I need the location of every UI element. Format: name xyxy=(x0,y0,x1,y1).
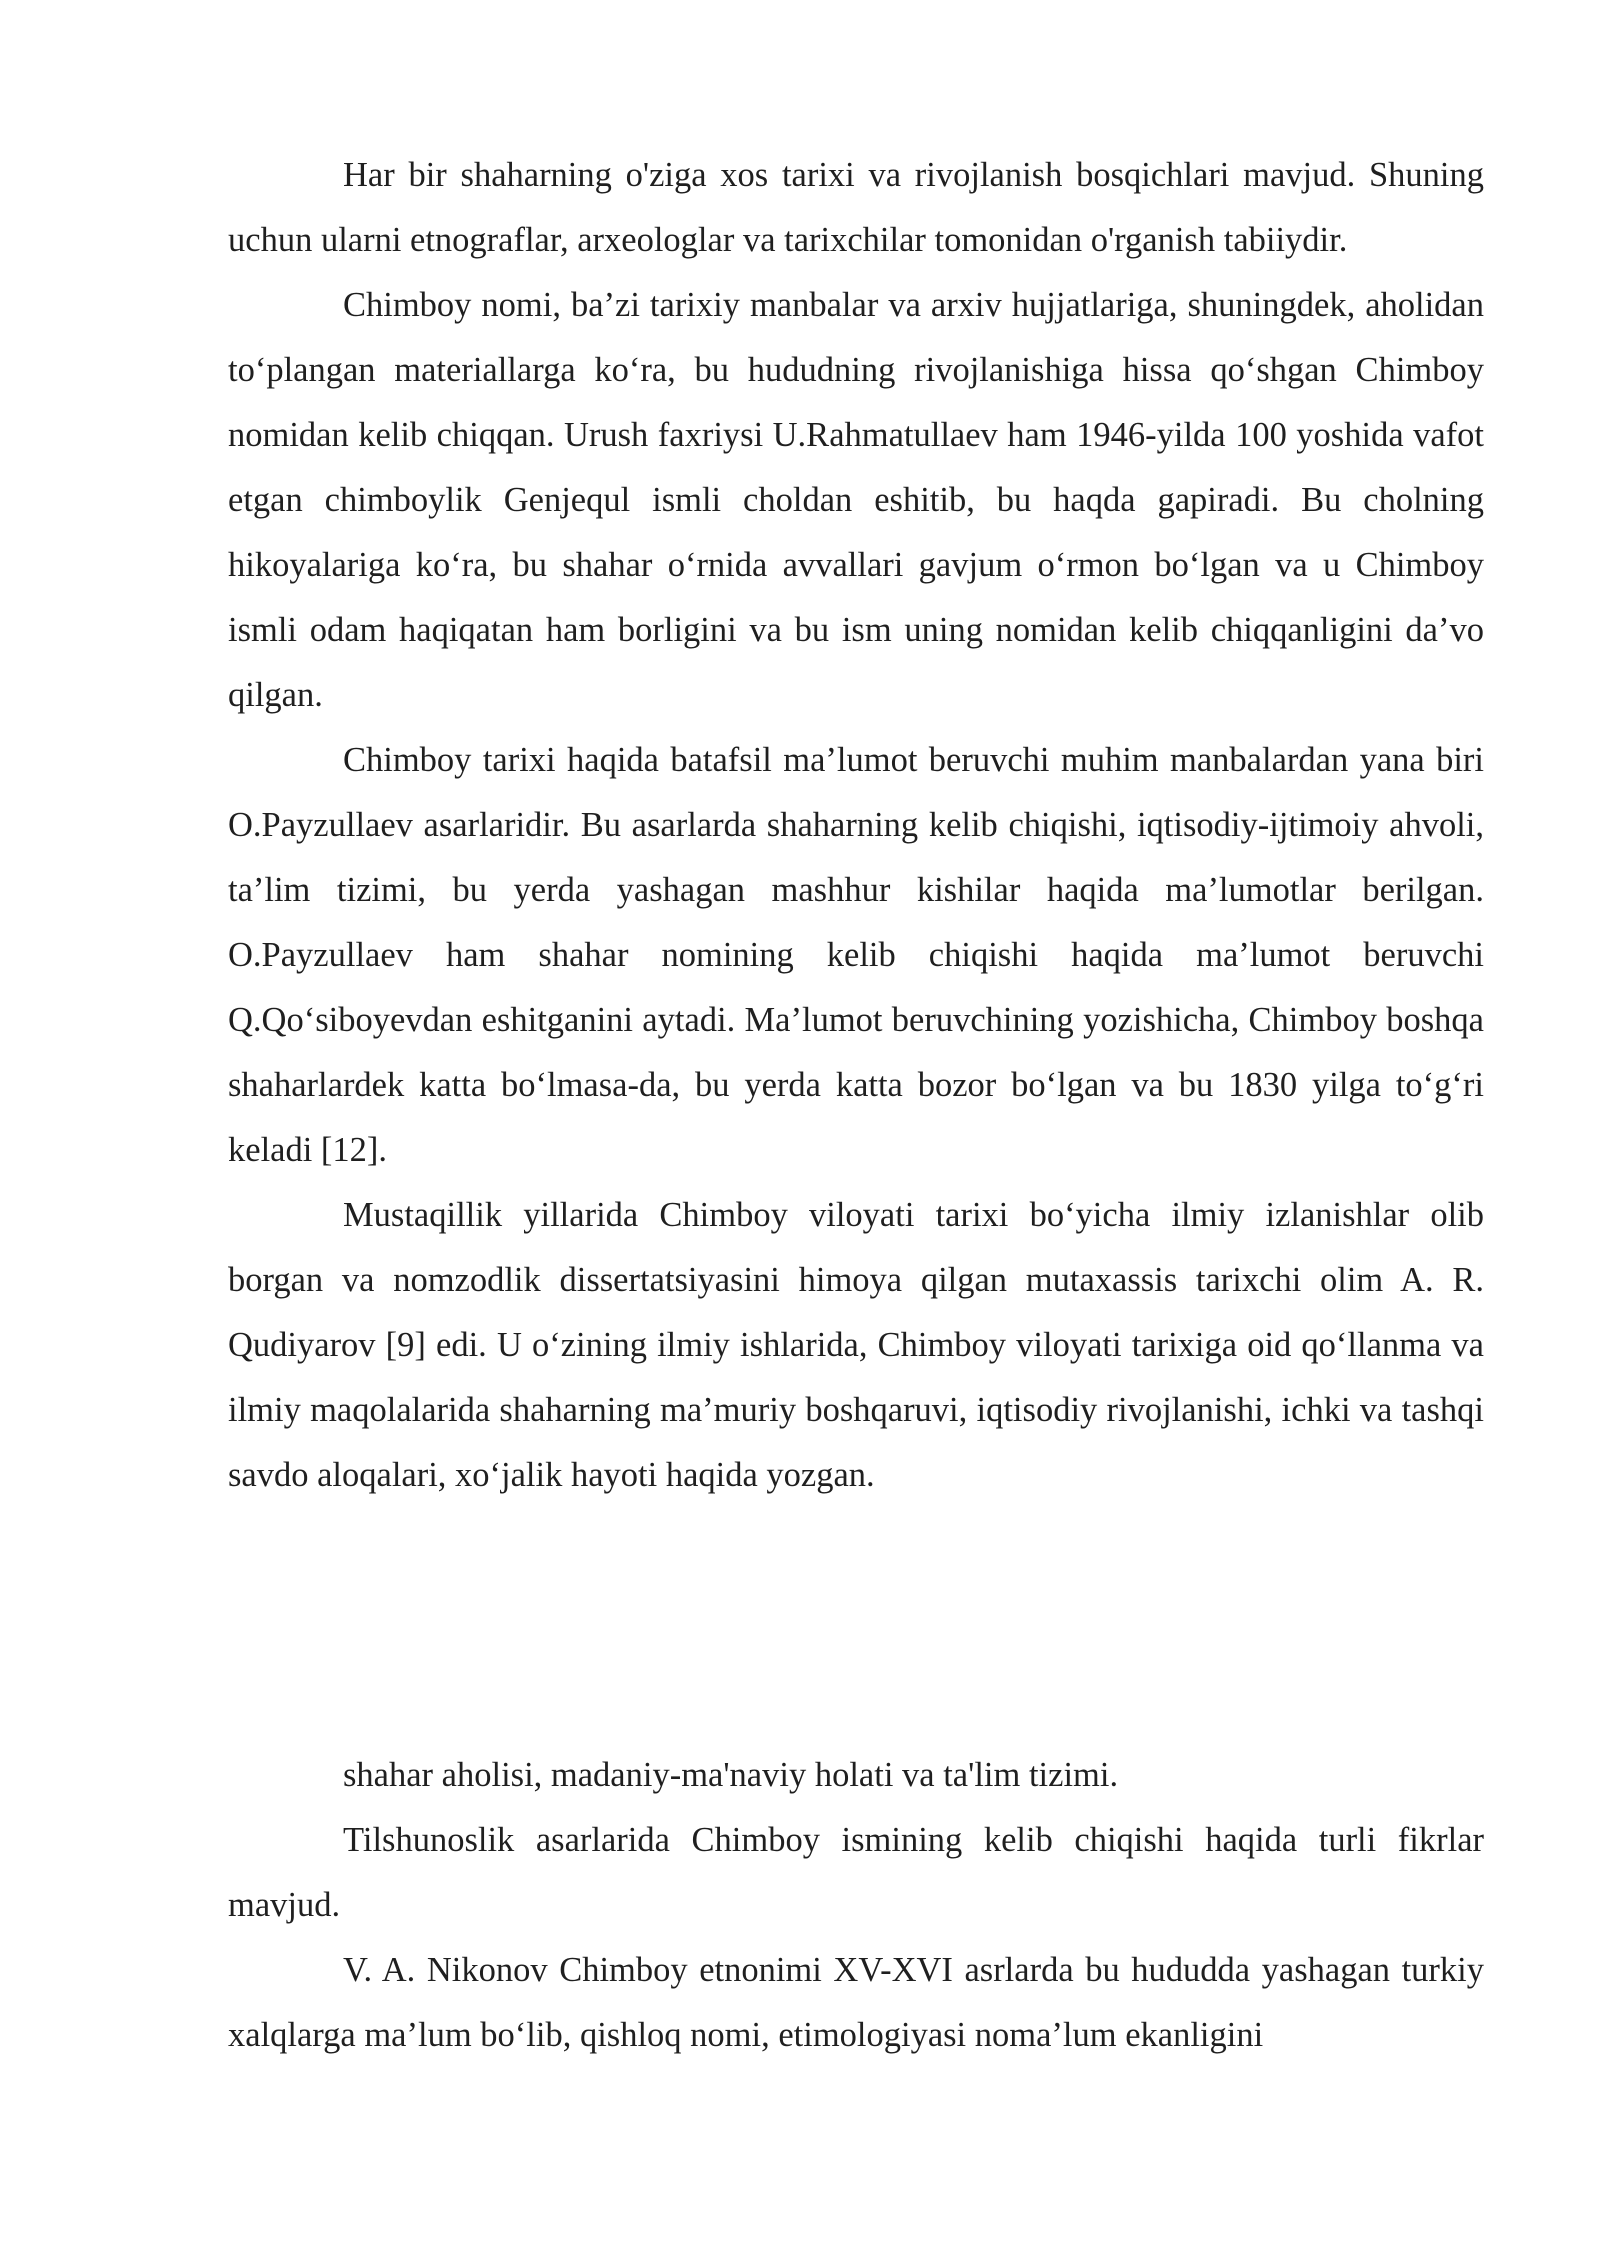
paragraph: shahar aholisi, madaniy-ma'naviy holati va ta'lim tizimi. xyxy=(343,1756,1119,1794)
text-block-top xyxy=(228,143,1484,1508)
text-block-bottom xyxy=(228,1743,1484,2068)
paragraph: Har bir shaharning o'ziga xos tarixi va rivojlanish bosqichlari mavjud. Shuning uchun ularni etnograflar, arxeologlar va tarixchilar tomonidan o'rganish tabiiydir. xyxy=(228,156,1484,259)
paragraph: Chimboy tarixi haqida batafsil ma’lumot beruvchi muhim manbalardan yana biri O.Payzullaev asarlaridir. Bu asarlarda shaharning kelib chiqishi, iqtisodiy-ijtimoiy ahvoli, ta’lim tizimi, bu yerda yashagan mashhur kishilar haqida ma’lumotlar berilgan. O.Payzullaev ham shahar nomining kelib chiqishi haqida ma’lumot beruvchi Q.Qo‘siboyevdan eshitganini aytadi. Ma’lumot beruvchining yozishicha, Chimboy boshqa shaharlardek katta bo‘lmasa-da, bu yerda katta bozor bo‘lgan va bu 1830 yilga to‘g‘ri keladi [12]. xyxy=(228,741,1484,1169)
paragraph: V. A. Nikonov Chimboy etnonimi XV-XVI asrlarda bu hududda yashagan turkiy xalqlarga ma’lum bo‘lib, qishloq nomi, etimologiyasi noma’lum ekanligini xyxy=(228,1951,1484,2054)
paragraph: Mustaqillik yillarida Chimboy viloyati tarixi bo‘yicha ilmiy izlanishlar olib borgan va nomzodlik dissertatsiyasini himoya qilgan mutaxassis tarixchi olim A. R. Qudiyarov [9] edi. U o‘zining ilmiy ishlarida, Chimboy viloyati tarixiga oid qo‘llanma va ilmiy maqolalarida shaharning ma’muriy boshqaruvi, iqtisodiy rivojlanishi, ichki va tashqi savdo aloqalari, xo‘jalik hayoti haqida yozgan. xyxy=(228,1196,1484,1494)
paragraph: Tilshunoslik asarlarida Chimboy ismining kelib chiqishi haqida turli fikrlar mavjud. xyxy=(228,1821,1484,1924)
paragraph: Chimboy nomi, ba’zi tarixiy manbalar va arxiv hujjatlariga, shuningdek, aholidan to‘plangan materiallarga ko‘ra, bu hududning rivojlanishiga hissa qo‘shgan Chimboy nomidan kelib chiqqan. Urush faxriysi U.Rahmatullaev ham 1946-yilda 100 yoshida vafot etgan chimboylik Genjequl ismli choldan eshitib, bu haqda gapiradi. Bu cholning hikoyalariga ko‘ra, bu shahar o‘rnida avvallari gavjum o‘rmon bo‘lgan va u Chimboy ismli odam haqiqatan ham borligini va bu ism uning nomidan kelib chiqqanligini da’vo qilgan. xyxy=(228,286,1484,714)
